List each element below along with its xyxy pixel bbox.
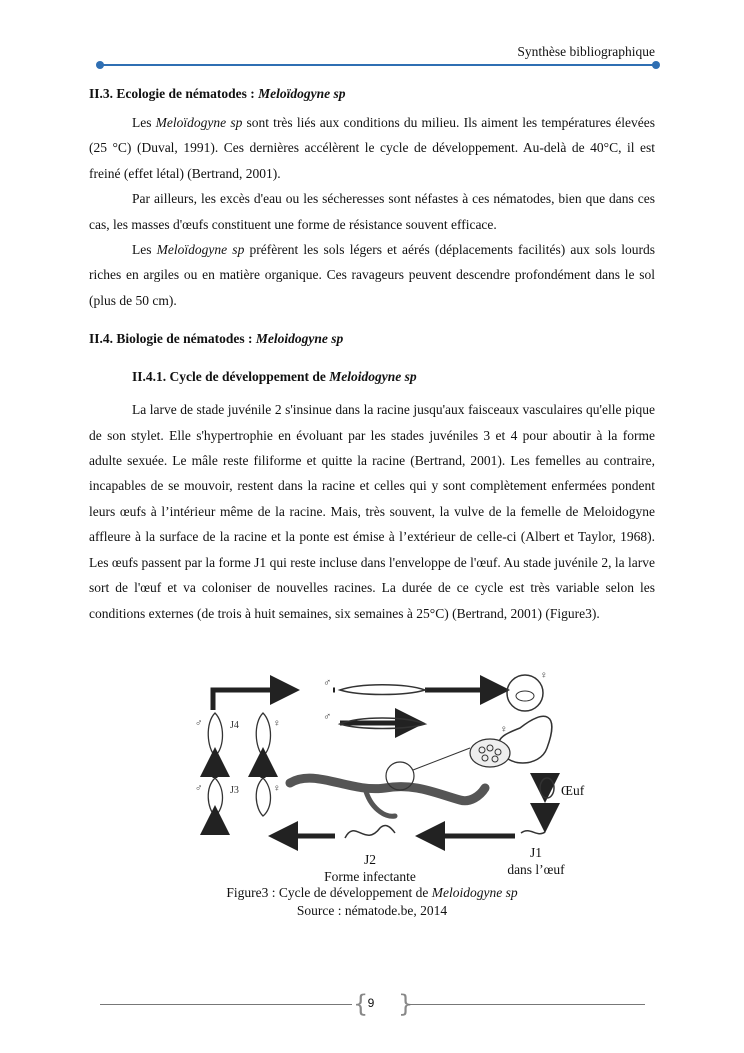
section-heading-ii4: II.4. Biologie de nématodes : Meloidogyne sp: [89, 331, 344, 347]
egg-inside: [516, 691, 534, 701]
header-rule-dot-right: [652, 61, 660, 69]
label-j2-title: J2: [363, 852, 376, 867]
j1-larva: [521, 831, 545, 834]
footer-bracket-left: {: [353, 990, 369, 1018]
label-j2-sub: Forme infectante: [324, 869, 416, 884]
female-symbol-right: ♀: [500, 724, 508, 735]
paragraph-ecology-2: Par ailleurs, les excès d'eau ou les sécheresses sont néfastes à ces nématodes, bien que dans ces cas, les masses d'œufs constituent une forme de résistance souvent efficace.: [89, 191, 655, 232]
male-symbol-j3: ♂: [195, 783, 203, 794]
larva-j3-left: [208, 778, 222, 816]
egg-mass: [470, 739, 510, 767]
male-symbol-top: ♂: [323, 677, 332, 689]
male-symbol-j4: ♂: [195, 718, 203, 729]
figure-caption: [0, 884, 744, 920]
footer-line-right: [408, 1004, 645, 1005]
female-symbol-j3: ♀: [273, 783, 281, 794]
footer-line-left: [100, 1004, 352, 1005]
female-symbol-egg: ♀: [540, 670, 548, 681]
subsection-heading-ii41: II.4.1. Cycle de développement de Meloidogyne sp: [132, 369, 417, 385]
male-symbol-second: ♂: [323, 711, 332, 723]
caption-source: Source : nématode.be, 2014: [296, 903, 448, 918]
page-footer: [100, 985, 645, 1025]
arrow-start-left: [213, 690, 285, 710]
paragraph-ecology-3: Les Meloïdogyne sp préfèrent les sols légers et aérés (déplacements facilités) aux sols lourds riches en argiles ou en matière organique. Ces ravageurs peuvent descendre profondément dans le sol (plus de 50 cm).: [89, 242, 656, 308]
page-body: [89, 86, 655, 626]
life-cycle-figure: [185, 668, 585, 858]
label-j2: [300, 851, 440, 885]
larva-j4-right: [256, 713, 270, 756]
caption-title: Figure3 : Cycle de développement de Meloidogyne sp: [226, 885, 518, 900]
stage-label-j4: J4: [230, 720, 239, 731]
header-rule-dot-left: [96, 61, 104, 69]
paragraph-ecology-1: Les Meloïdogyne sp sont très liés aux conditions du milieu. Ils aiment les températures élevées (25 °C) (Duval, 1991). Ces dernières accélèrent le cycle de développement. Au-delà de 40°C, il est freiné (effet létal) (Bertrand, 2001).: [89, 115, 655, 181]
section-heading-ii3: II.3. Ecologie de nématodes : Meloïdogyne sp: [89, 86, 346, 101]
j2-larva: [345, 826, 395, 838]
magnifier-line: [413, 748, 470, 770]
stage-label-j3: J3: [230, 785, 239, 796]
label-oeuf: Œuf: [561, 783, 585, 798]
header-rule: [100, 64, 656, 66]
page-number: 9: [367, 996, 375, 1010]
larva-j4-left: [208, 713, 222, 756]
larva-j3-right: [256, 778, 270, 816]
label-j1: [496, 844, 576, 878]
egg-circle: [507, 675, 543, 711]
footer-bracket-right: }: [398, 990, 414, 1018]
paragraph-cycle: La larve de stade juvénile 2 s'insinue dans la racine jusqu'aux faisceaux vasculaires qu'elle pique de son stylet. Elle s'hypertrophie en évoluant par les stades juvéniles 3 et 4 pour aboutir à la forme adulte sexuée. Le mâle reste filiforme et quitte la racine (Bertrand, 2001). Les femelles au contraire, incapables de se mouvoir, restent dans la racine et celles qui y sont complètement enfermées pondent leurs œufs à l’intérieur même de la racine. Mais, très souvent, la vulve de la femelle de Meloidogyne affleure à la surface de la racine et la ponte est émise à l’extérieur de celle-ci (Albert et Taylor, 1968). Les œufs passent par la forme J1 qui reste incluse dans l'enveloppe de l'œuf. Au stade juvénile 2, la larve sort de l'œuf et va coloniser de nouvelles racines. La durée de ce cycle est très variable selon les conditions externes (de trois à huit semaines, six semaines à 25°C) (Bertrand, 2001) (Figure3).: [89, 402, 655, 621]
label-j1-title: J1: [529, 845, 542, 860]
male-adult-worm: [340, 685, 425, 695]
female-symbol-j4: ♀: [273, 718, 281, 729]
label-j1-sub: dans l’œuf: [507, 862, 565, 877]
header-title: Synthèse bibliographique: [517, 44, 655, 59]
